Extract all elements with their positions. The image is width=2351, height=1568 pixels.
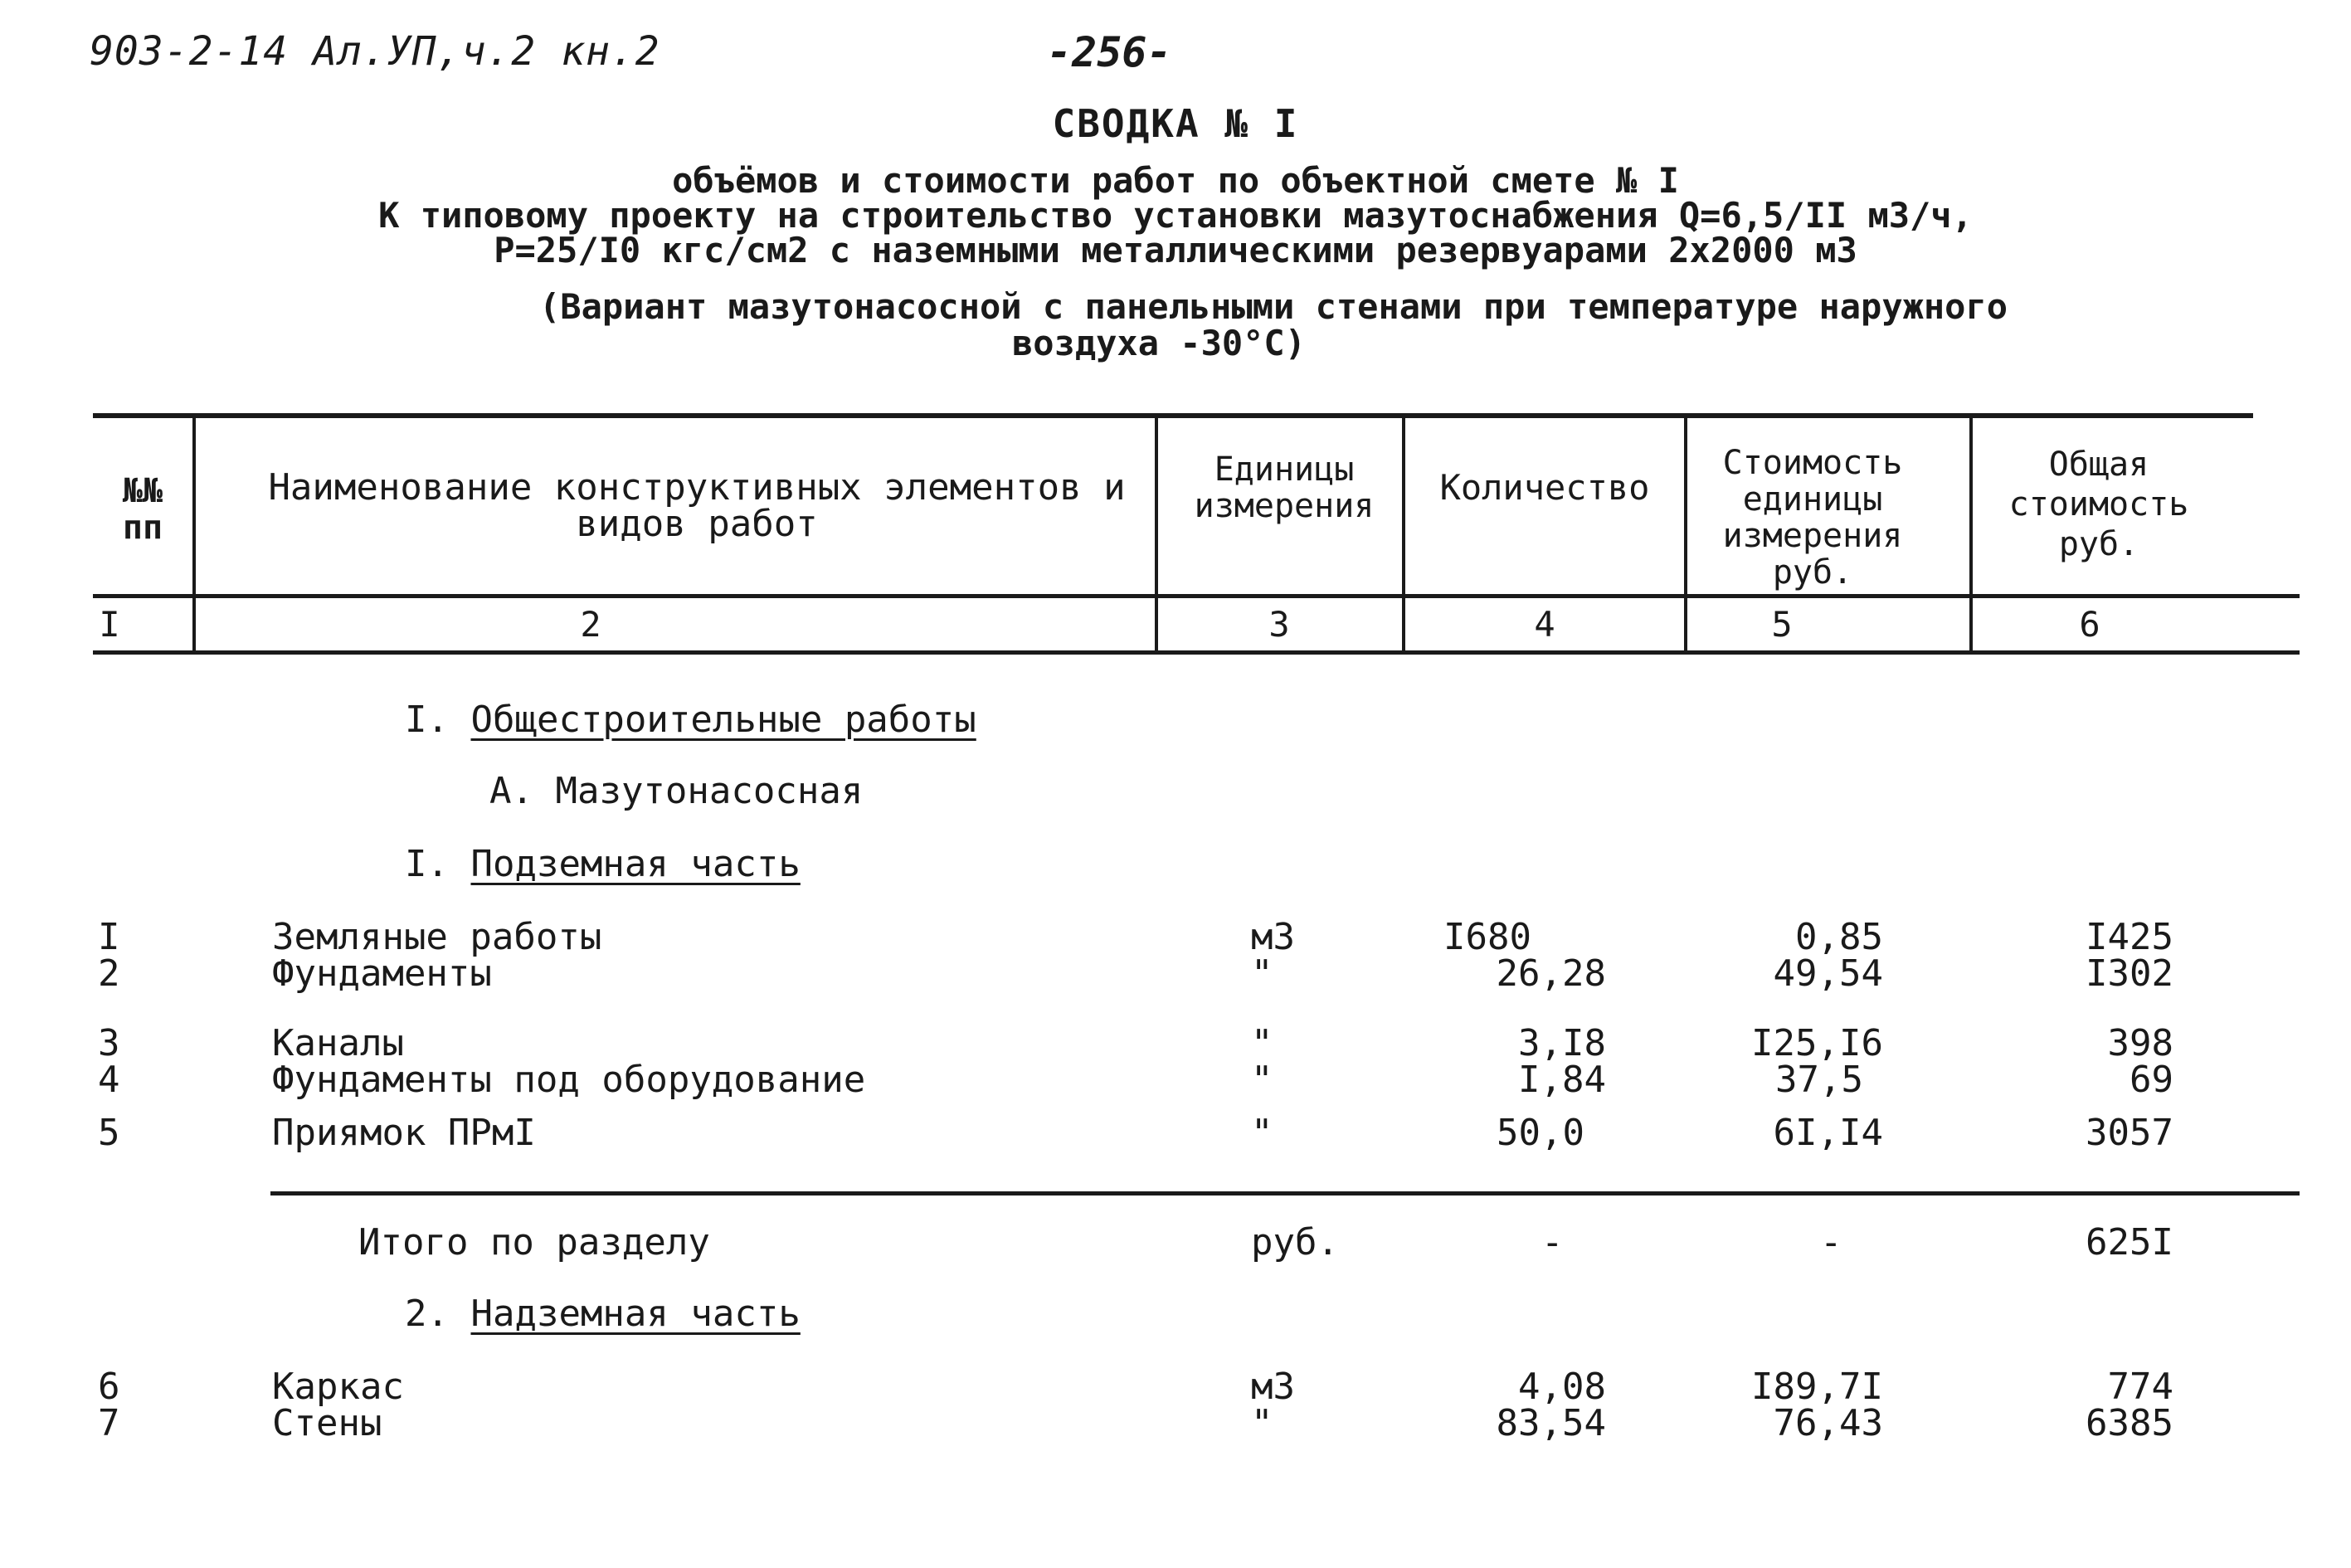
row-total: 774	[2107, 1366, 2173, 1408]
part-1-number: I.	[405, 843, 449, 885]
subtotal-quantity: -	[1541, 1221, 1564, 1264]
part-1-heading	[405, 843, 801, 885]
part-2-number: 2.	[405, 1293, 449, 1335]
row-unit-cost: 0,85	[1795, 916, 1883, 958]
section-number: I.	[405, 699, 449, 741]
table-header-rule	[93, 594, 2300, 598]
subtotal-unit: руб.	[1251, 1221, 1339, 1264]
row-quantity: 3,I8	[1518, 1022, 1606, 1064]
row-unit-cost: I89,7I	[1751, 1366, 1883, 1408]
column-number-1: I	[99, 604, 120, 645]
row-unit: "	[1251, 1112, 1273, 1154]
row-total: 398	[2107, 1022, 2173, 1064]
row-unit-cost: 6I,I4	[1773, 1112, 1883, 1154]
column-header-unit-cost: Стоимость единицы измерения руб.	[1722, 444, 1903, 592]
part-1-title: Подземная часть	[470, 843, 801, 885]
section-heading	[405, 699, 976, 741]
row-name: Каналы	[272, 1022, 404, 1064]
row-name: Приямок ПРмI	[272, 1112, 536, 1154]
subsection-heading: А. Мазутонасосная	[489, 770, 864, 812]
row-number: 4	[98, 1059, 120, 1101]
subtitle-line-2: К типовому проекту на строительство установки мазутоснабжения Q=6,5/II м3/ч,	[378, 195, 1973, 236]
row-name: Каркас	[272, 1366, 404, 1408]
part-2-heading	[405, 1293, 801, 1335]
row-total: 3057	[2086, 1112, 2173, 1154]
row-total: 69	[2130, 1059, 2173, 1101]
row-name: Земляные работы	[272, 916, 602, 958]
row-number: 6	[98, 1366, 120, 1408]
page-number: -256-	[1047, 28, 1172, 76]
row-total: I425	[2086, 916, 2173, 958]
row-unit: м3	[1251, 916, 1295, 958]
summary-title: СВОДКА № I	[1052, 101, 1299, 146]
table-top-rule	[93, 413, 2253, 418]
row-number: 3	[98, 1022, 120, 1064]
subtitle-line-1: объёмов и стоимости работ по объектной смете № I	[672, 160, 1679, 201]
column-header-name: Наименование конструктивных элементов и видов работ	[268, 466, 1126, 545]
row-name: Стены	[272, 1402, 382, 1444]
section-title: Общестроительные работы	[470, 699, 976, 741]
subtitle-line-5: воздуха -30°С)	[1012, 323, 1307, 363]
row-unit-cost: 49,54	[1773, 952, 1883, 995]
column-number-5: 5	[1771, 604, 1793, 645]
row-quantity: 4,08	[1518, 1366, 1606, 1408]
document-code: 903-2-14 Ал.УП,ч.2 кн.2	[90, 28, 660, 75]
subtitle-line-3: P=25/I0 кгс/см2 с наземными металлическими резервуарами 2х2000 м3	[494, 230, 1857, 270]
subtitle-line-4: (Вариант мазутонасосной с панельными стенами при температуре наружного	[539, 286, 2008, 327]
row-unit: "	[1251, 1059, 1273, 1101]
row-number: 5	[98, 1112, 120, 1154]
row-quantity: 26,28	[1496, 952, 1606, 995]
row-quantity: I680	[1443, 916, 1531, 958]
row-name: Фундаменты	[272, 952, 492, 995]
row-number: 2	[98, 952, 120, 995]
row-quantity: I,84	[1518, 1059, 1606, 1101]
row-number: I	[98, 916, 120, 958]
row-unit: "	[1251, 952, 1273, 995]
row-number: 7	[98, 1402, 120, 1444]
column-header-quantity: Количество	[1439, 467, 1650, 508]
row-total: 6385	[2086, 1402, 2173, 1444]
column-number-3: 3	[1268, 604, 1290, 645]
subtotal-unit-cost: -	[1820, 1221, 1842, 1264]
row-unit: "	[1251, 1402, 1273, 1444]
row-unit: "	[1251, 1022, 1273, 1064]
row-unit-cost: 76,43	[1773, 1402, 1883, 1444]
row-unit-cost: I25,I6	[1751, 1022, 1883, 1064]
column-header-unit: Единицы измерения	[1194, 450, 1375, 525]
subtotal-total: 625I	[2086, 1221, 2173, 1264]
row-quantity: 50,0	[1497, 1112, 1584, 1154]
row-quantity: 83,54	[1496, 1402, 1606, 1444]
row-unit: м3	[1251, 1366, 1295, 1408]
row-total: I302	[2086, 952, 2173, 995]
subtotal-rule	[270, 1191, 2300, 1195]
subtotal-label: Итого по разделу	[358, 1221, 710, 1264]
row-name: Фундаменты под оборудование	[272, 1059, 866, 1101]
column-header-total-cost: Общая стоимость руб.	[2008, 446, 2189, 563]
column-header-number: №№ пп	[122, 472, 163, 547]
row-unit-cost: 37,5	[1775, 1059, 1863, 1101]
column-number-2: 2	[580, 604, 601, 645]
part-2-title: Надземная часть	[470, 1293, 801, 1335]
column-number-6: 6	[2079, 604, 2100, 645]
column-numbers-rule	[93, 650, 2300, 655]
column-number-4: 4	[1534, 604, 1555, 645]
